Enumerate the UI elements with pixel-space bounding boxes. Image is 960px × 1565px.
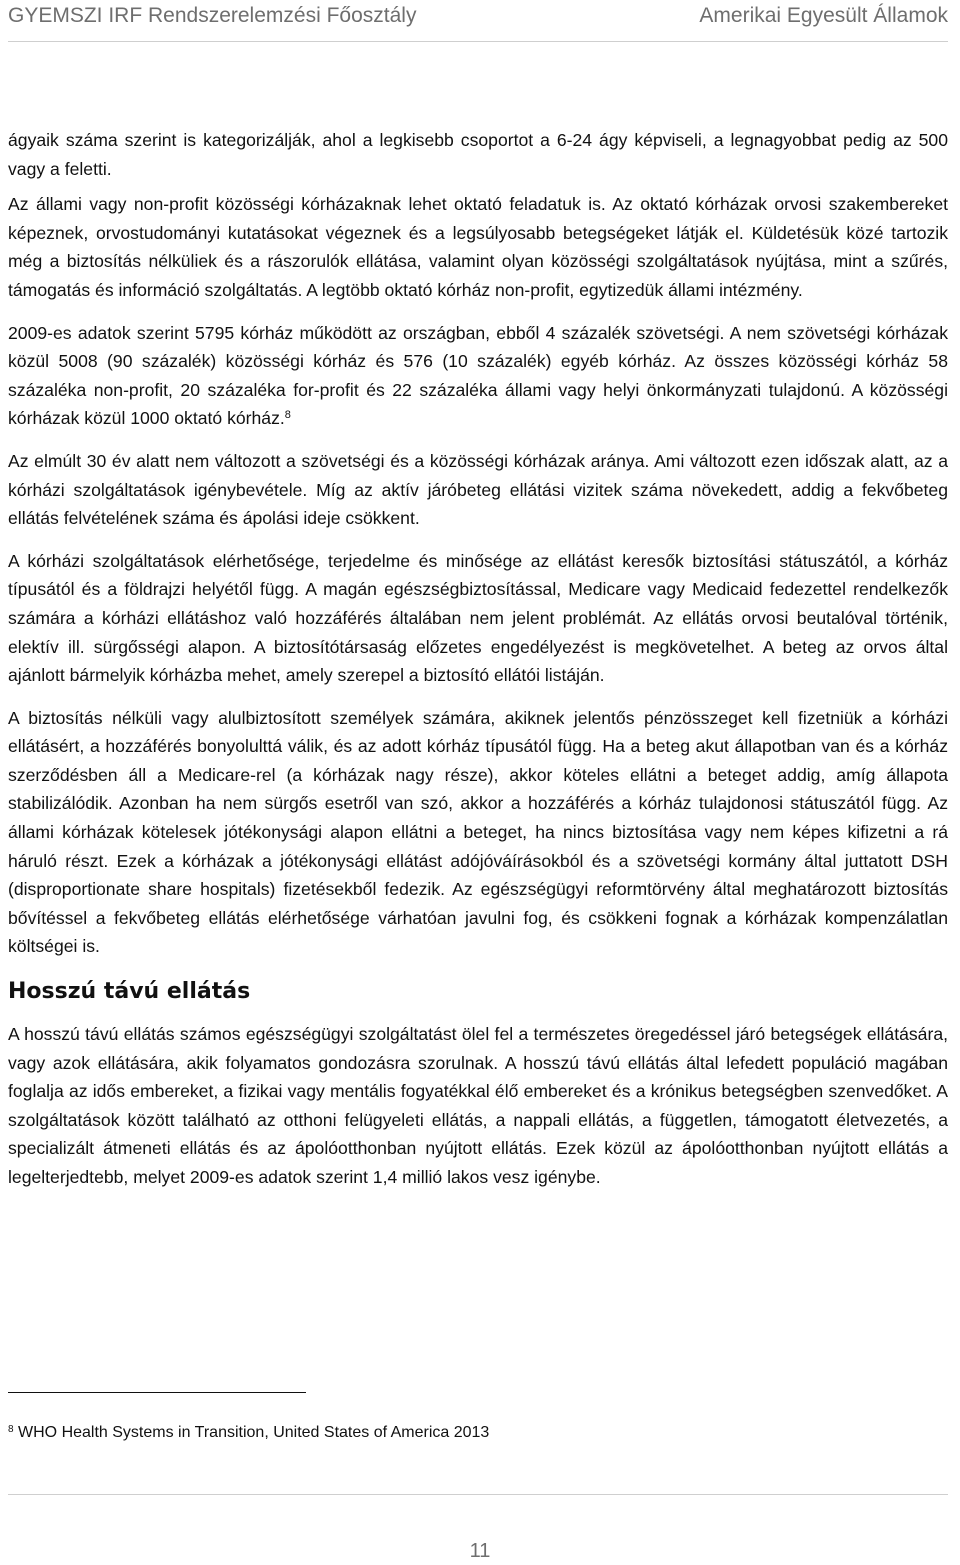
- header-organization: GYEMSZI IRF Rendszerelemzési Főosztály: [8, 4, 417, 27]
- paragraph-access-insured: A kórházi szolgáltatások elérhetősége, terjedelme és minősége az ellátást keresők biztosítási státuszától, a kórház típusától és a földrajzi helyétől függ. A magán egészségbiztosítással, Medicare vagy Medicaid fedezettel rendelkezők számára a kórházi ellátáshoz való hozzáférés általában nem jelent problémát. Az ellátás orvosi beutalóval történik, elektív ill. sürgősségi alapon. A biztosítótársaság előzetes engedélyezést is megkövetelhet. A beteg az orvos által ajánlott bármelyik kórházba mehet, amely szerepel a biztosító ellátói listáján.: [8, 550, 948, 686]
- paragraph-utilization-trends: Az elmúlt 30 év alatt nem változott a szövetségi és a közösségi kórházak aránya. Ami változott ezen időszak alatt, az a kórházi szolgáltatások igénybevétele. Míg az aktív járóbeteg ellátási vizitek száma növekedett, addig a fekvőbeteg ellátás felvételének száma és ápolási ideje csökkent.: [8, 450, 948, 529]
- header-country: Amerikai Egyesült Államok: [699, 4, 948, 27]
- footnote-divider: [8, 1392, 306, 1393]
- paragraph-hospital-statistics: [8, 319, 948, 433]
- footnote-text: WHO Health Systems in Transition, United States of America 2013: [18, 1424, 490, 1441]
- page-header: [8, 4, 948, 34]
- footnote-number: 8: [8, 1424, 14, 1435]
- footnote-reference[interactable]: 8: [284, 409, 291, 422]
- paragraph-teaching-hospitals: Az állami vagy non-profit közösségi kórházaknak lehet oktató feladatuk is. Az oktató kórházak orvosi szakembereket képeznek, orvostudományi kutatásokat végeznek és a legsúlyosabb betegségeket látják el. Küldetésük közé tartozik még a biztosítás nélküliek és a rászorulók ellátása, valamint olyan közösségi szolgáltatások nyújtása, mint a szűrés, támogatás és információ szolgáltatás. A legtöbb oktató kórház non-profit, egytizedük állami intézmény.: [8, 194, 948, 300]
- paragraph-bed-categories: ágyaik száma szerint is kategorizálják, ahol a legkisebb csoportot a 6-24 ágy képviseli, a legnagyobbat pedig az 500 vagy a feletti.: [8, 130, 948, 179]
- document-body: [8, 126, 948, 1206]
- page-number: 11: [469, 1540, 491, 1562]
- paragraph-long-term-care: A hosszú távú ellátás számos egészségügyi szolgáltatást ölel fel a természetes öregedéssel járó betegségek ellátására, vagy azok ellátására, akik folyamatos gondozásra szorulnak. A hosszú távú ellátás által lefedett populáció magában foglalja az idős embereket, a fizikai vagy mentális fogyatékkal élő embereket és a krónikus betegségben szenvedőket. A szolgáltatások között található az otthoni felügyeleti ellátás, a nappali ellátás, a független, támogatott életvezetés, a specializált átmeneti ellátás és az ápolóotthonban nyújtott ellátás. Ezek közül az ápolóotthonban nyújtott ellátás a legelterjedtebb, melyet 2009-es adatok szerint 1,4 millió lakos vesz igénybe.: [8, 1024, 948, 1187]
- footer-divider: [8, 1494, 948, 1495]
- header-divider: [8, 41, 948, 42]
- paragraph-access-uninsured: A biztosítás nélküli vagy alulbiztosított személyek számára, akiknek jelentős pénzösszeget kell fizetniük a kórházi ellátásért, a hozzáférés bonyolulttá válik, és az adott kórház típusától függ. Ha a beteg akut állapotban van és a kórház szerződésben áll a Medicare-rel (a kórházak nagy része), akkor köteles ellátni a beteget addig, amíg állapota stabilizálódik. Azonban ha nem sürgős esetről van szó, akkor a hozzáférés a kórház tulajdonosi státuszától függ. Az állami kórházak kötelesek jótékonysági alapon ellátni a beteget, ha nincs biztosítása vagy nem képes kifizetni a rá háruló részt. Ezek a kórházak a jótékonysági ellátást adójóváírásokból és a szövetségi kormány által juttatott DSH (disproportionate share hospitals) fizetésekből fedezik. Az egészségügyi reformtörvény által meghatározott biztosítás bővítéssel a fekvőbeteg ellátás elérhetősége várhatóan javulni fog, és csökkeni fognak a kórházak kompenzálatlan költségei is.: [8, 707, 948, 957]
- section-heading-long-term-care: Hosszú távú ellátás: [8, 979, 251, 1005]
- footnote: [8, 1424, 489, 1442]
- paragraph-hospital-statistics-text: 2009-es adatok szerint 5795 kórház működött az országban, ebből 4 százalék szövetségi. A nem szövetségi kórházak közül 5008 (90 százalék) közösségi kórház és 576 (10 százalék) egyéb kórház. Az összes közösségi kórház 58 százaléka non-profit, 20 százaléka for-profit és 22 százaléka állami vagy helyi önkormányzati tulajdonú. A közösségi kórházak közül 1000 oktató kórház.: [8, 322, 948, 429]
